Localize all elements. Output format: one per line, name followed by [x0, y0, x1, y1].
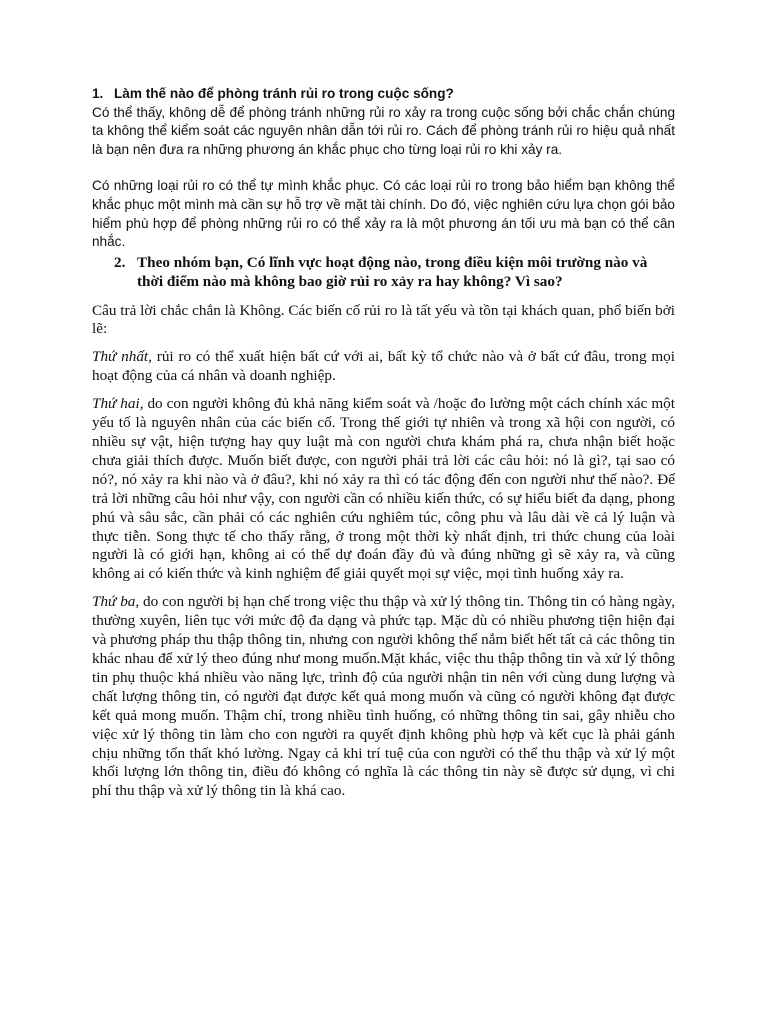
question-2-number: 2. [114, 253, 126, 271]
answer-point-2 [92, 395, 675, 584]
answer-point-2-label: Thứ hai, [92, 395, 144, 413]
question-1-paragraph-2: Có những loại rủi ro có thể tự mình khắc phục. Có các loại rủi ro trong bảo hiểm bạn không thể khắc phục một mình mà cần sự hỗ trợ về mặt tài chính. Do đó, việc nghiên cứu lựa chọn gói bảo hiểm phù hợp để phòng những rủi ro có thể xảy ra là một phương án tối ưu mà bạn có thể cân nhắc. [92, 178, 675, 250]
question-2-text: Theo nhóm bạn, Có lĩnh vực hoạt động nào, trong điều kiện môi trường nào và thời điểm nào mà không bao giờ rủi ro xảy ra hay không? Vì sao? [137, 253, 648, 290]
answer-intro: Câu trả lời chắc chắn là Không. Các biến cố rủi ro là tất yếu và tồn tại khách quan, phổ biến bởi lẽ: [92, 301, 675, 338]
answer-point-3 [92, 593, 675, 801]
answer-point-3-label: Thứ ba, [92, 593, 140, 611]
answer-point-1 [92, 348, 675, 386]
answer-point-2-text: do con người không đủ khả năng kiểm soát và /hoặc đo lường một cách chính xác một yếu tố là nguyên nhân của các biến cố. Trong thế giới tự nhiên và trong xã hội con người, có nhiều sự vật, hiện tượng hay quy luật mà con người chưa khám phá ra, chưa nhận biết hoặc chưa giải thích được. Muốn biết được, con người phải trả lời các câu hỏi: nó là gì?, tại sao có nó?, nó xảy ra khi nào và ở đâu?, khi nó xảy ra thì có tác động đến con người như thế nào?. Để trả lời những câu hỏi như vậy, con người cần có nhiều kiến thức, có sự hiểu biết đa dạng, phong phú và sâu sắc, cần phải có các nghiên cứu nghiêm túc, công phu và lâu dài về cả lý luận và thực tiễn. Song thực tế cho thấy rằng, ở trong một thời kỳ nhất định, tri thức chung của loài người là có giới hạn, không ai có thể dự đoán đầy đủ và đúng những gì sẽ xảy ra, và cũng không ai có kiến thức và kinh nghiệm để giải quyết mọi sự việc, mọi tình huống xảy ra. [92, 395, 675, 583]
question-2-heading [92, 254, 675, 292]
paragraph-spacer [92, 159, 675, 177]
answer-point-3-text: do con người bị hạn chế trong việc thu thập và xử lý thông tin. Thông tin có hàng ngày, thường xuyên, liên tục với mức độ đa dạng và phức tạp. Mặc dù có nhiều phương tiện hiện đại và phương pháp thu thập thông tin, nhưng con người không thể nắm biết hết tất cả các thông tin khác nhau để xử lý theo đúng như mong muốn.Mặt khác, việc thu thập thông tin và xử lý thông tin phụ thuộc khá nhiều vào năng lực, trình độ của người nhận tin nên với cùng dung lượng và chất lượng thông tin, có người đạt được kết quả mong muốn và cũng có người không đạt được kết quả mong muốn. Thậm chí, trong nhiều tình huống, có những thông tin sai, gây nhiễu cho việc xử lý thông tin làm cho con người ra quyết định không phù hợp và kết cục là phải gánh chịu những tổn thất khó lường. Ngay cả khi trí tuệ của con người có thể thu thập và xử lý một khối lượng lớn thông tin, điều đó không có nghĩa là các thông tin này sẽ được sử dụng, vì chi phí thu thập và xử lý thông tin là khá cao. [92, 593, 676, 800]
question-1-text: Làm thế nào để phòng tránh rủi ro trong cuộc sống? [114, 86, 454, 101]
question-1-paragraph-1: Có thể thấy, không dễ để phòng tránh những rủi ro xảy ra trong cuộc sống bởi chắc chắn chúng ta không thể kiểm soát các nguyên nhân dẫn tới rủi ro. Cách để phòng tránh rủi ro hiệu quả nhất là bạn nên đưa ra những phương án khắc phục cho từng loại rủi ro khi xảy ra. [92, 104, 675, 157]
question-1-heading [92, 85, 675, 104]
answer-point-1-label: Thứ nhất, [92, 348, 152, 366]
question-1-number: 1. [92, 86, 104, 101]
answer-point-1-text: rủi ro có thể xuất hiện bất cứ với ai, bất kỳ tổ chức nào và ở bất cứ đâu, trong mọi hoạt động của cá nhân và doanh nghiệp. [92, 348, 675, 385]
document-page [92, 85, 675, 801]
